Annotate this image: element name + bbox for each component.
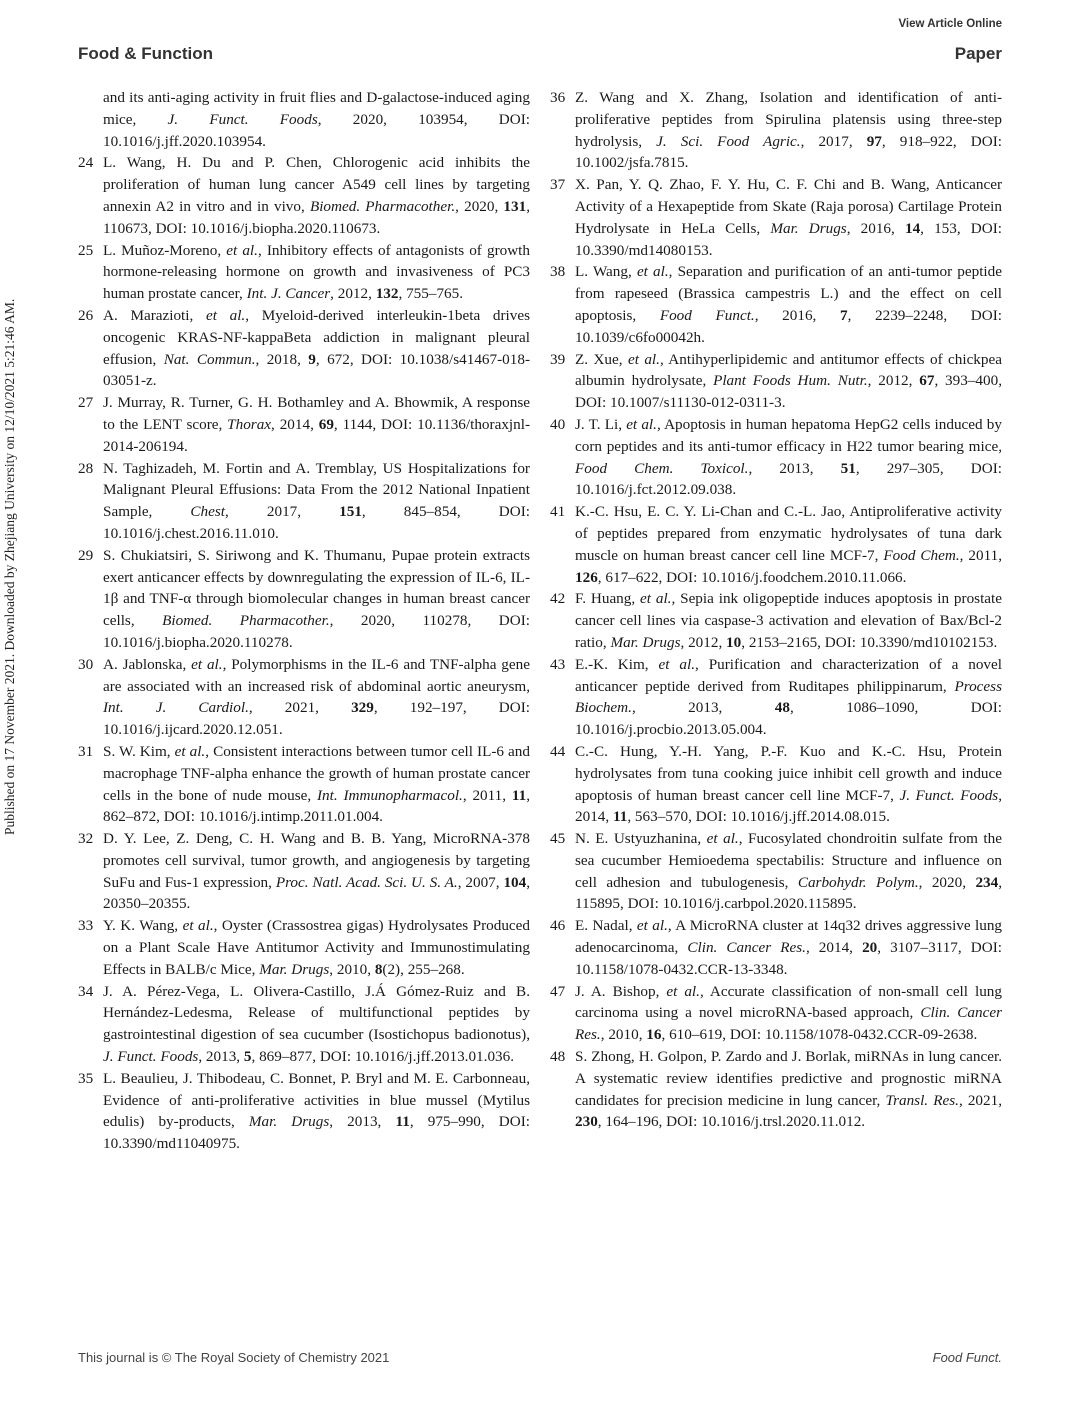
reference-entry	[550, 741, 1002, 828]
footer-copyright: This journal is © The Royal Society of Chemistry 2021	[78, 1350, 390, 1365]
reference-text: E. Nadal, et al., A MicroRNA cluster at 14q32 drives aggressive lung adenocarcinoma, Clin. Cancer Res., 2014, 20, 3107–3117, DOI: 10.1158/1078-0432.CCR-13-3348.	[575, 917, 1003, 978]
reference-text: F. Huang, et al., Sepia ink oligopeptide induces apoptosis in prostate cancer cell lines via caspase-3 activation and elevation of Bax/Bcl-2 ratio, Mar. Drugs, 2012, 10, 2153–2165, DOI: 10.3390/md10102153.	[575, 590, 1002, 651]
reference-text: L. Wang, H. Du and P. Chen, Chlorogenic acid inhibits the proliferation of human lung cancer A549 cell lines by targeting annexin A2 in vitro and in vivo, Biomed. Pharmacother., 2020, 131, 110673, DOI: 10.1016/j.biopha.2020.110673.	[103, 154, 530, 237]
reference-text: N. E. Ustyuzhanina, et al., Fucosylated chondroitin sulfate from the sea cucumber Hemioedema spectabilis: Structure and influence on cell adhesion and tubulogenesis, Carbohydr. Polym., 2020, 234, 115895, DOI: 10.1016/j.carbpol.2020.115895.	[575, 830, 1003, 913]
reference-entry	[550, 588, 1002, 653]
reference-text: L. Beaulieu, J. Thibodeau, C. Bonnet, P. Bryl and M. E. Carbonneau, Evidence of anti-proliferative activities in blue mussel (Mytilus edulis) by-products, Mar. Drugs, 2013, 11, 975–990, DOI: 10.3390/md11040975.	[103, 1069, 530, 1153]
reference-entry	[78, 545, 530, 654]
reference-entry	[78, 828, 530, 915]
reference-number: 25	[78, 241, 94, 259]
reference-entry	[550, 981, 1002, 1046]
reference-entry	[550, 501, 1002, 588]
reference-text: X. Pan, Y. Q. Zhao, F. Y. Hu, C. F. Chi and B. Wang, Anticancer Activity of a Hexapeptide from Skate (Raja porosa) Cartilage Protein Hydrolysate in HeLa Cells, Mar. Drugs, 2016, 14, 153, DOI: 10.3390/md14080153.	[575, 176, 1003, 259]
reference-entry	[78, 305, 530, 392]
reference-entry	[550, 828, 1002, 915]
reference-text: S. Chukiatsiri, S. Siriwong and K. Thumanu, Pupae protein extracts exert anticancer effects by downregulating the expression of IL-6, IL-1β and TNF-α through biomolecular changes in human breast cancer cells, Biomed. Pharmacother., 2020, 110278, DOI: 10.1016/j.biopha.2020.110278.	[103, 546, 530, 651]
download-stamp: Published on 17 November 2021. Downloaded by Zhejiang University on 12/10/2021 5:21:46 AM.	[2, 298, 17, 836]
reference-entry	[78, 1068, 530, 1155]
reference-text: L. Muñoz-Moreno, et al., Inhibitory effects of antagonists of growth hormone-releasing hormone on growth and invasiveness of PC3 human prostate cancer, Int. J. Cancer, 2012, 132, 755–765.	[103, 241, 530, 303]
reference-entry	[78, 240, 530, 305]
reference-number: 38	[550, 263, 566, 281]
reference-text: Z. Wang and X. Zhang, Isolation and identification of anti-proliferative peptides from Spirulina platensis using three-step hydrolysis, J. Sci. Food Agric., 2017, 97, 918–922, DOI: 10.1002/jsfa.7815.	[575, 89, 1002, 172]
reference-entry	[78, 654, 530, 741]
reference-number: 46	[550, 917, 566, 935]
reference-entry	[78, 741, 530, 828]
reference-text: S. W. Kim, et al., Consistent interactions between tumor cell IL-6 and macrophage TNF-alpha enhance the growth of human prostate cancer cells in the bone of nude mouse, Int. Immunopharmacol., 2011, 11, 862–872, DOI: 10.1016/j.intimp.2011.01.004.	[103, 742, 531, 826]
reference-entry	[550, 1046, 1002, 1133]
reference-number: 48	[550, 1048, 566, 1066]
reference-entry	[78, 458, 530, 545]
footer-journal-abbrev: Food Funct.	[932, 1350, 1002, 1365]
reference-entry	[550, 349, 1002, 414]
reference-entry	[78, 152, 530, 239]
reference-number: 33	[78, 917, 94, 935]
reference-number: 34	[78, 982, 94, 1000]
reference-entry	[78, 87, 530, 152]
reference-entry	[550, 654, 1002, 741]
reference-number: 43	[550, 655, 566, 673]
reference-number: 41	[550, 503, 566, 521]
reference-text: C.-C. Hung, Y.-H. Yang, P.-F. Kuo and K.-C. Hsu, Protein hydrolysates from tuna cooking juice inhibit cell growth and induce apoptosis of human breast cancer cell line MCF-7, J. Funct. Foods, 2014, 11, 563–570, DOI: 10.1016/j.jff.2014.08.015.	[575, 742, 1002, 826]
reference-text: N. Taghizadeh, M. Fortin and A. Tremblay, US Hospitalizations for Malignant Pleural Effusions: Data From the 2012 National Inpatient Sample, Chest, 2017, 151, 845–854, DOI: 10.1016/j.chest.2016.11.010.	[103, 459, 530, 542]
reference-text: D. Y. Lee, Z. Deng, C. H. Wang and B. B. Yang, MicroRNA-378 promotes cell survival, tumor growth, and angiogenesis by targeting SuFu and Fus-1 expression, Proc. Natl. Acad. Sci. U. S. A., 2007, 104, 20350–20355.	[103, 830, 531, 913]
reference-number: 24	[78, 154, 94, 172]
reference-entry	[78, 981, 530, 1068]
reference-text: J. Murray, R. Turner, G. H. Bothamley and A. Bhowmik, A response to the LENT score, Thorax, 2014, 69, 1144, DOI: 10.1136/thoraxjnl-2014-206194.	[103, 394, 531, 455]
reference-number: 47	[550, 982, 566, 1000]
reference-text: E.-K. Kim, et al., Purification and characterization of a novel anticancer peptide derived from Ruditapes philippinarum, Process Biochem., 2013, 48, 1086–1090, DOI: 10.1016/j.procbio.2013.05.004.	[575, 655, 1002, 739]
reference-number: 40	[550, 415, 566, 433]
reference-text: J. A. Bishop, et al., Accurate classification of non-small cell lung carcinoma using a novel microRNA-based approach, Clin. Cancer Res., 2010, 16, 610–619, DOI: 10.1158/1078-0432.CCR-09-2638.	[575, 982, 1002, 1044]
reference-text: J. T. Li, et al., Apoptosis in human hepatoma HepG2 cells induced by corn peptides and its anti-tumor efficacy in H22 tumor bearing mice, Food Chem. Toxicol., 2013, 51, 297–305, DOI: 10.1016/j.fct.2012.09.038.	[575, 415, 1002, 499]
view-article-online-link[interactable]: View Article Online	[898, 18, 1002, 30]
reference-number: 44	[550, 742, 566, 760]
section-label: Paper	[954, 44, 1002, 63]
reference-number: 30	[78, 655, 94, 673]
reference-text: K.-C. Hsu, E. C. Y. Li-Chan and C.-L. Jao, Antiproliferative activity of peptides prepared from enzymatic hydrolysates of tuna dark muscle on human breast cancer cell line MCF-7, Food Chem., 2011, 126, 617–622, DOI: 10.1016/j.foodchem.2010.11.066.	[575, 503, 1002, 586]
reference-text: A. Jablonska, et al., Polymorphisms in the IL-6 and TNF-alpha gene are associated with an increased risk of abdominal aortic aneurysm, Int. J. Cardiol., 2021, 329, 192–197, DOI: 10.1016/j.ijcard.2020.12.051.	[103, 655, 531, 739]
reference-text: Y. K. Wang, et al., Oyster (Crassostrea gigas) Hydrolysates Produced on a Plant Scale Have Antitumor Activity and Immunostimulating Effects in BALB/c Mice, Mar. Drugs, 2010, 8(2), 255–268.	[103, 917, 531, 978]
reference-text: J. A. Pérez-Vega, L. Olivera-Castillo, J.Á Gómez-Ruiz and B. Hernández-Ledesma, Release of multifunctional peptides by gastrointestinal digestion of sea cucumber (Isostichopus badionotus), J. Funct. Foods, 2013, 5, 869–877, DOI: 10.1016/j.jff.2013.01.036.	[103, 982, 530, 1066]
journal-name: Food & Function	[78, 44, 214, 63]
reference-entry	[78, 392, 530, 457]
reference-entry	[550, 915, 1002, 980]
reference-number: 36	[550, 89, 566, 106]
reference-number: 32	[78, 830, 94, 848]
reference-text: Z. Xue, et al., Antihyperlipidemic and antitumor effects of chickpea albumin hydrolysate, Plant Foods Hum. Nutr., 2012, 67, 393–400, DOI: 10.1007/s11130-012-0311-3.	[575, 350, 1003, 412]
references-column-left	[78, 87, 530, 1155]
reference-text: L. Wang, et al., Separation and purification of an anti-tumor peptide from rapeseed (Brassica campestris L.) and the effect on cell apoptosis, Food Funct., 2016, 7, 2239–2248, DOI: 10.1039/c6fo00042h.	[575, 263, 1002, 346]
reference-number: 27	[78, 394, 94, 412]
reference-number: 26	[78, 306, 94, 324]
reference-text: A. Marazioti, et al., Myeloid-derived interleukin-1beta drives oncogenic KRAS-NF-kappaBeta addiction in malignant pleural effusion, Nat. Commun., 2018, 9, 672, DOI: 10.1038/s41467-018-03051-z.	[103, 306, 531, 390]
reference-text: and its anti-aging activity in fruit flies and D-galactose-induced aging mice, J. Funct. Foods, 2020, 103954, DOI: 10.1016/j.jff.2020.103954.	[103, 89, 530, 150]
reference-entry	[550, 174, 1002, 261]
reference-number: 35	[78, 1069, 94, 1087]
reference-entry	[550, 87, 1002, 174]
references-column-right	[550, 87, 1002, 1133]
reference-number: 29	[78, 546, 94, 564]
reference-text: S. Zhong, H. Golpon, P. Zardo and J. Borlak, miRNAs in lung cancer. A systematic review identifies predictive and prognostic miRNA candidates for precision medicine in lung cancer, Transl. Res., 2021, 230, 164–196, DOI: 10.1016/j.trsl.2020.11.012.	[575, 1048, 1003, 1131]
reference-number: 37	[550, 176, 566, 194]
reference-number: 45	[550, 830, 566, 848]
reference-entry	[550, 261, 1002, 348]
reference-number: 42	[550, 590, 566, 608]
reference-entry	[78, 915, 530, 980]
reference-entry	[550, 414, 1002, 501]
reference-number: 39	[550, 350, 566, 368]
reference-number: 28	[78, 459, 94, 477]
reference-number: 31	[78, 742, 94, 760]
